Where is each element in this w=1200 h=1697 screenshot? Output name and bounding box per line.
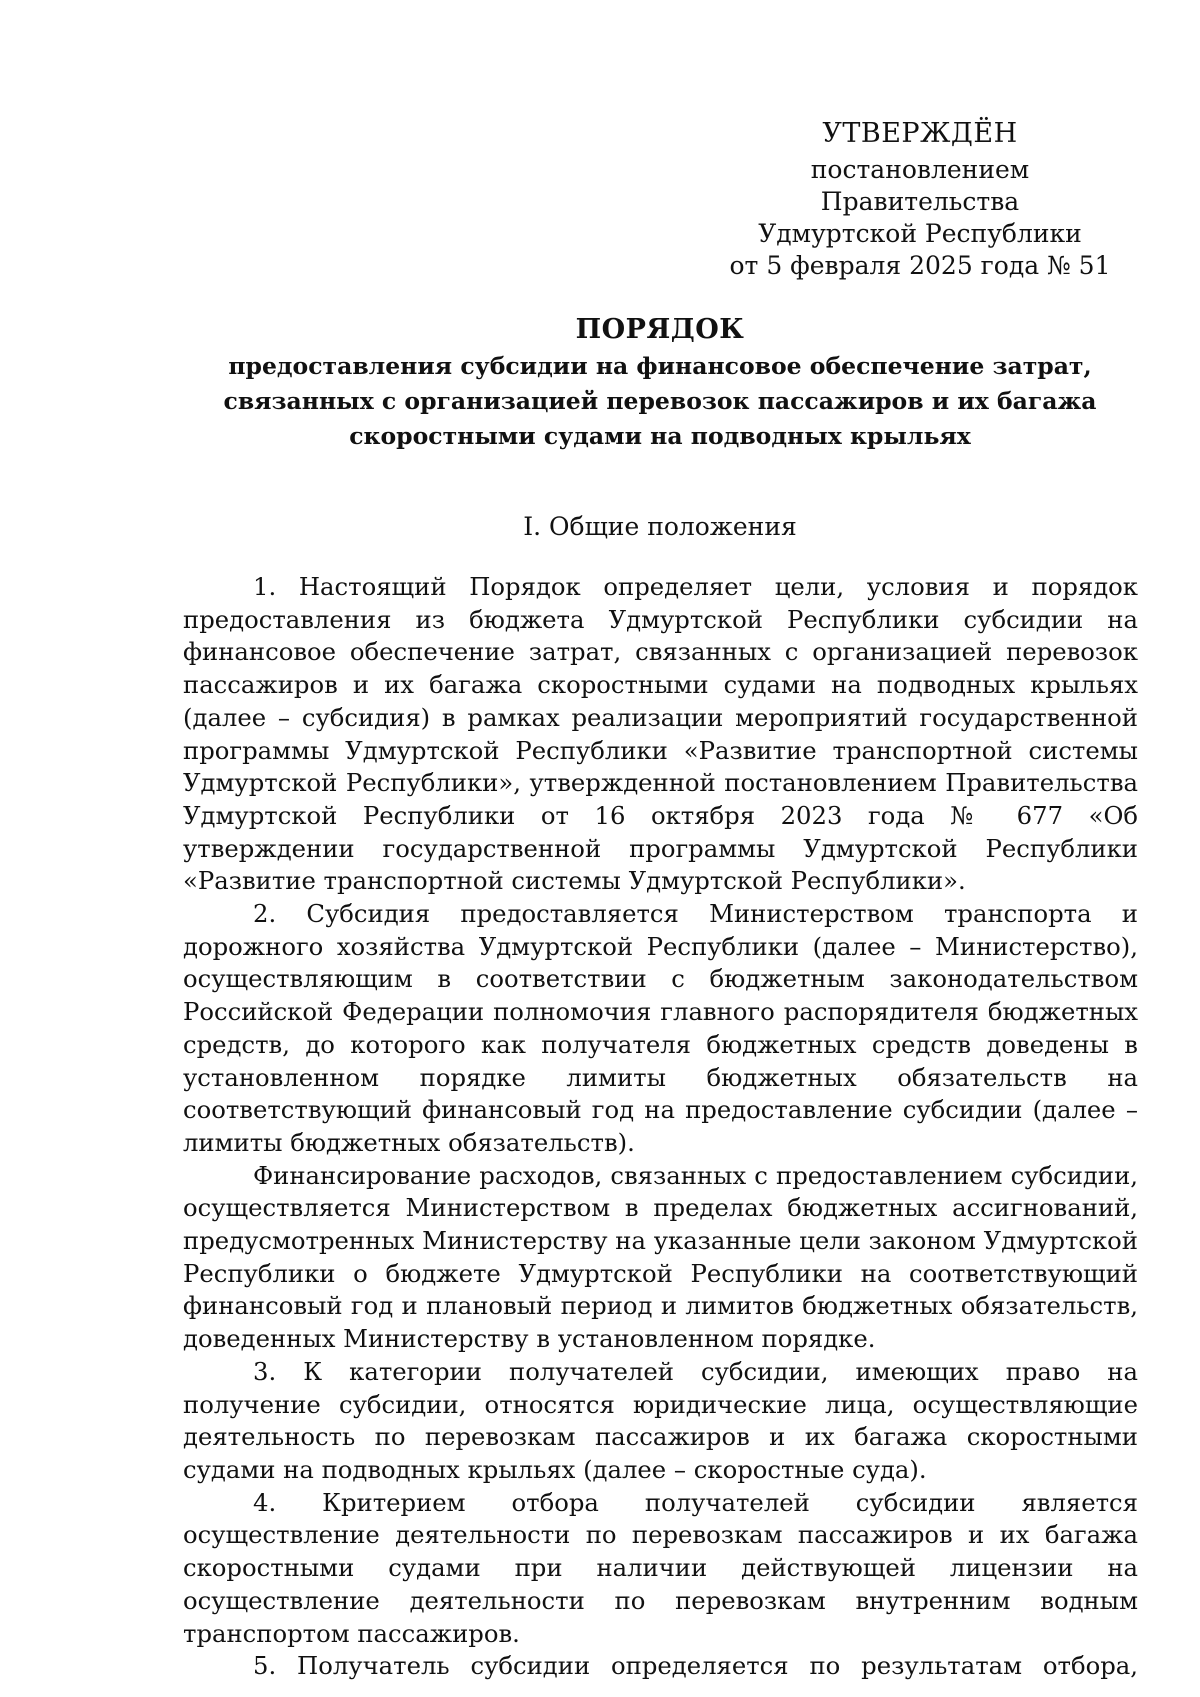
- paragraph: 5. Получатель субсидии определяется по результатам отбора,: [253, 1651, 1138, 1681]
- document-subtitle-line: предоставления субсидии на финансовое обеспечение затрат,: [228, 352, 1092, 380]
- document-body: [183, 571, 1138, 1683]
- document-subtitle-line: связанных с организацией перевозок пассажиров и их багажа: [223, 387, 1097, 415]
- paragraph: 1. Настоящий Порядок определяет цели, условия и порядок предоставления из бюджета Удмуртской Республики субсидии на финансовое обеспечение затрат, связанных с организацией перевозок пассажиров и их багажа скоростными судами на подводных крыльях (далее – субсидия) в рамках реализации мероприятий государственной программы Удмуртской Республики «Развитие транспортной системы Удмуртской Республики», утвержденной постановлением Правительства Удмуртской Республики от 16 октября 2023 года № 677 «Об утверждении государственной программы Удмуртской Республики «Развитие транспортной системы Удмуртской Республики».: [183, 572, 1138, 896]
- section-heading: I. Общие положения: [523, 512, 797, 541]
- paragraph: 4. Критерием отбора получателей субсидии является осуществление деятельности по перевозкам пассажиров и их багажа скоростными судами при наличии действующей лицензии на осуществление деятельности по перевозкам внутренним водным транспортом пассажиров.: [183, 1487, 1138, 1648]
- paragraph: Финансирование расходов, связанных с предоставлением субсидии, осуществляется Министерством в пределах бюджетных ассигнований, предусмотренных Министерству на указанные цели законом Удмуртской Республики о бюджете Удмуртской Республики на соответствующий финансовый год и плановый период и лимитов бюджетных обязательств, доведенных Министерству в установленном порядке.: [183, 1160, 1138, 1354]
- approval-line: постановлением Правительства: [810, 155, 1030, 216]
- approval-date-line: от 5 февраля 2025 года № 51: [729, 251, 1111, 280]
- paragraph: 3. К категории получателей субсидии, имеющих право на получение субсидии, относятся юридические лица, осуществляющие деятельность по перевозкам пассажиров и их багажа скоростными судами на подводных крыльях (далее – скоростные суда).: [183, 1356, 1138, 1484]
- approval-line: Удмуртской Республики: [758, 219, 1082, 248]
- document-title-block: [180, 312, 1140, 453]
- document-title: ПОРЯДОК: [575, 314, 745, 345]
- approval-stamp-block: [720, 118, 1120, 282]
- approved-heading: УТВЕРЖДЁН: [822, 118, 1018, 149]
- document-subtitle-line: скоростными судами на подводных крыльях: [349, 422, 971, 450]
- paragraph: 2. Субсидия предоставляется Министерством транспорта и дорожного хозяйства Удмуртской Республики (далее – Министерство), осуществляющим в соответствии с бюджетным законодательством Российской Федерации полномочия главного распорядителя бюджетных средств, до которого как получателя бюджетных средств доведены в установленном порядке лимиты бюджетных обязательств на соответствующий финансовый год на предоставление субсидии (далее – лимиты бюджетных обязательств).: [183, 899, 1138, 1157]
